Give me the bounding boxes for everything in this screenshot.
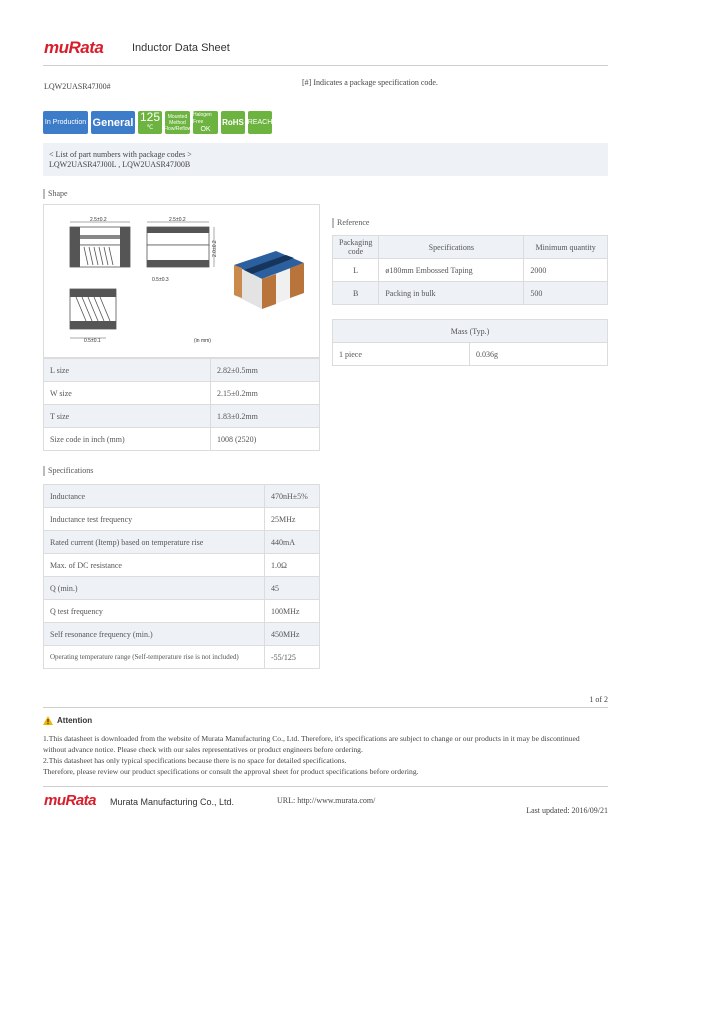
table-cell: 1008 (2520) [211, 428, 320, 451]
table-cell: L size [44, 359, 211, 382]
component-3d-image [234, 251, 304, 309]
table-cell: 1.0Ω [265, 554, 320, 577]
table-row [333, 282, 608, 305]
unit-label: (in mm) [194, 338, 211, 344]
mounted-method-badge: Mounted Method Flow/Reflow [165, 111, 190, 134]
table-cell: 45 [265, 577, 320, 600]
dim-bottom2-label: 0.5±0.1 [84, 338, 101, 344]
company-url[interactable]: URL: http://www.murata.com/ [277, 796, 376, 805]
package-list-parts: LQW2UASR47J00L , LQW2UASR47J00B [49, 160, 191, 169]
dim-top-left-label: 2.5±0.2 [90, 217, 107, 223]
table-cell: Packaging code [333, 236, 379, 259]
table-cell: Inductance test frequency [44, 508, 265, 531]
dim-bottom-label: 0.5±0.3 [152, 277, 169, 283]
attention-heading: Attention [43, 716, 92, 725]
table-cell: Mass (Typ.) [333, 320, 608, 343]
dim-side-label: 2.0±0.2 [212, 240, 218, 257]
package-list-heading: < List of part numbers with package codes > [49, 150, 192, 159]
table-cell: Minimum quantity [524, 236, 608, 259]
specifications-section-title: Specifications [43, 466, 93, 476]
table-row [44, 382, 320, 405]
last-updated: Last updated: 2016/09/21 [526, 806, 608, 815]
page-number: 1 of 2 [589, 695, 608, 704]
table-row [44, 577, 320, 600]
table-cell: 450MHz [265, 623, 320, 646]
table-header-row [333, 320, 608, 343]
temperature-badge: 125 ℃ [138, 111, 162, 134]
specifications-table [43, 484, 320, 669]
table-cell: Rated current (Itemp) based on temperature rise [44, 531, 265, 554]
table-row [44, 600, 320, 623]
table-cell: Self resonance frequency (min.) [44, 623, 265, 646]
table-cell: 0.036g [470, 343, 608, 366]
table-header-row [333, 236, 608, 259]
reference-table [332, 235, 608, 305]
table-cell: 2.15±0.2mm [211, 382, 320, 405]
table-cell: B [333, 282, 379, 305]
murata-logo: muRata [44, 38, 104, 57]
table-cell: 440mA [265, 531, 320, 554]
table-cell: Inductance [44, 485, 265, 508]
table-row [44, 428, 320, 451]
table-cell: Packing in bulk [379, 282, 524, 305]
table-cell: ø180mm Embossed Taping [379, 259, 524, 282]
company-name: Murata Manufacturing Co., Ltd. [110, 797, 235, 807]
warning-icon [43, 716, 53, 725]
package-code-note: [#] Indicates a package specification code. [302, 78, 438, 87]
table-row [44, 646, 320, 669]
table-cell: 2000 [524, 259, 608, 282]
table-cell: Max. of DC resistance [44, 554, 265, 577]
table-cell: W size [44, 382, 211, 405]
rohs-badge: RoHS [221, 111, 245, 134]
table-cell: 2.82±0.5mm [211, 359, 320, 382]
table-cell: Q test frequency [44, 600, 265, 623]
table-cell: 1 piece [333, 343, 470, 366]
table-cell: 25MHz [265, 508, 320, 531]
footer-murata-logo: muRata [44, 792, 97, 809]
table-cell: T size [44, 405, 211, 428]
table-row [333, 343, 608, 366]
table-row [44, 405, 320, 428]
table-cell: Q (min.) [44, 577, 265, 600]
shape-section-title: Shape [43, 189, 68, 199]
table-cell: Specifications [379, 236, 524, 259]
table-cell: Size code in inch (mm) [44, 428, 211, 451]
dimensions-table [43, 358, 320, 451]
reference-section-title: Reference [332, 218, 369, 228]
table-cell: -55/125 [265, 646, 320, 669]
table-row [44, 623, 320, 646]
shape-drawing-panel [43, 204, 320, 358]
table-row [333, 259, 608, 282]
table-row [44, 531, 320, 554]
attention-text: 1.This datasheet is downloaded from the website of Murata Manufacturing Co., Ltd. Therefore, it's specifications are subject to change or our products in it may be discontinued without advance notice. Please check with our sales representatives or product engineers before ordering. 2.This datasheet has only typical specifications because there is no space for detailed specifications. Therefore, please review our product specifications or consult the approval sheet for product specifications before ordering. [43, 734, 580, 776]
dimension-drawing [44, 205, 319, 357]
table-row [44, 554, 320, 577]
halogen-free-badge: Halogen Free OK [193, 111, 218, 134]
table-cell: Operating temperature range (Self-temperature rise is not included) [44, 646, 265, 669]
mass-table [332, 319, 608, 366]
page-title: Inductor Data Sheet [132, 42, 230, 54]
table-cell: 100MHz [265, 600, 320, 623]
general-badge: General [91, 111, 135, 134]
package-codes-box [43, 143, 608, 176]
table-row [44, 359, 320, 382]
table-row [44, 508, 320, 531]
table-cell: L [333, 259, 379, 282]
part-number: LQW2UASR47J00# [44, 82, 111, 91]
dim-top-right-label: 2.5±0.2 [169, 217, 186, 223]
table-cell: 1.83±0.2mm [211, 405, 320, 428]
in-production-badge: In Production [43, 111, 88, 134]
table-cell: 500 [524, 282, 608, 305]
table-row [44, 485, 320, 508]
reach-badge: REACH [248, 111, 272, 134]
table-cell: 470nH±5% [265, 485, 320, 508]
